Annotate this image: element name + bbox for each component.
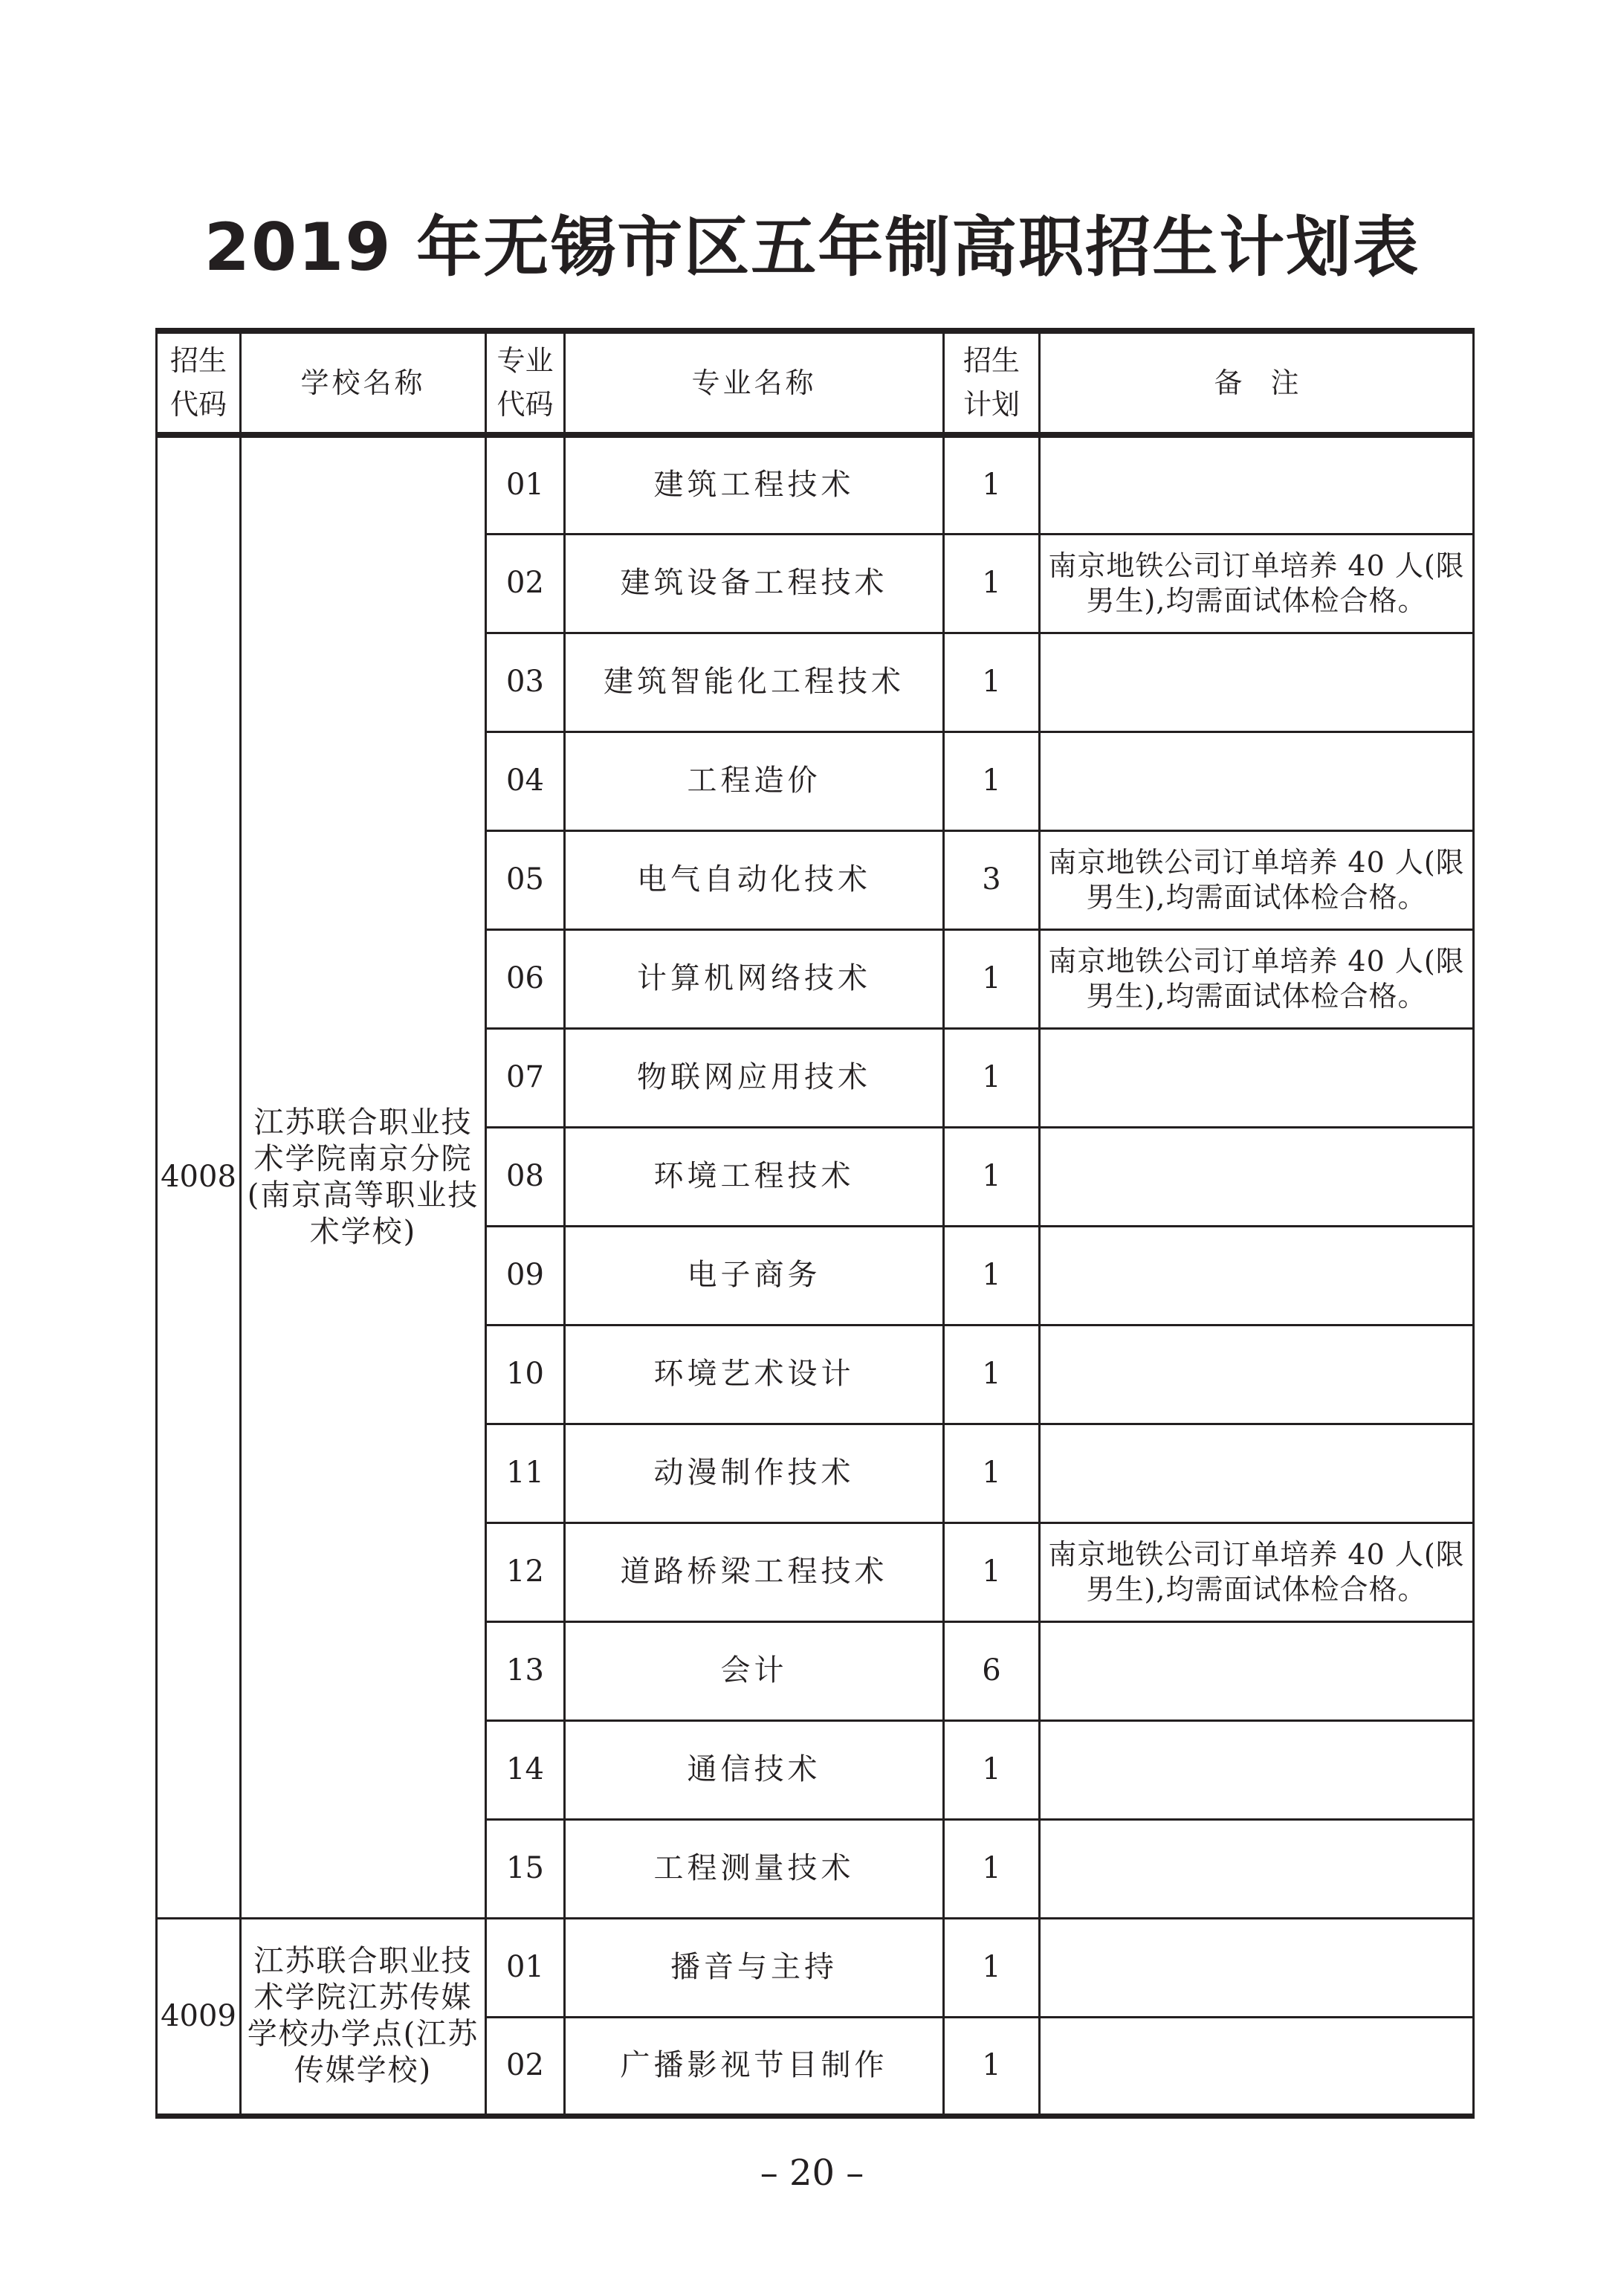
major-code-cell: 13	[486, 1621, 565, 1720]
table-row	[157, 435, 1474, 534]
table-body	[157, 435, 1474, 2116]
remark-cell	[1040, 435, 1474, 534]
enroll-plan-cell: 1	[944, 1028, 1040, 1127]
remark-cell	[1040, 1127, 1474, 1226]
school-name-cell: 江苏联合职业技术学院南京分院(南京高等职业技术学校)	[241, 435, 486, 1918]
enroll-plan-cell: 1	[944, 435, 1040, 534]
page-title: 2019 年无锡市区五年制高职招生计划表	[204, 209, 1420, 285]
enroll-code-cell: 4009	[157, 1918, 241, 2116]
major-code-cell: 12	[486, 1522, 565, 1621]
table-row	[157, 1918, 1474, 2017]
major-code-cell: 03	[486, 633, 565, 732]
major-name-cell: 建筑智能化工程技术	[565, 633, 944, 732]
enroll-plan-cell: 1	[944, 1918, 1040, 2017]
remark-cell: 南京地铁公司订单培养 40 人(限男生),均需面试体检合格。	[1040, 1522, 1474, 1621]
enroll-plan-cell: 1	[944, 534, 1040, 633]
header-major-code: 专业 代码	[486, 331, 565, 435]
enroll-plan-cell: 1	[944, 1819, 1040, 1918]
major-name-cell: 工程测量技术	[565, 1819, 944, 1918]
major-code-cell: 05	[486, 830, 565, 929]
major-name-cell: 会计	[565, 1621, 944, 1720]
remark-cell	[1040, 732, 1474, 830]
major-code-cell: 10	[486, 1325, 565, 1424]
major-name-cell: 计算机网络技术	[565, 929, 944, 1028]
major-code-cell: 08	[486, 1127, 565, 1226]
major-name-cell: 通信技术	[565, 1720, 944, 1819]
remark-cell	[1040, 1424, 1474, 1522]
major-code-cell: 14	[486, 1720, 565, 1819]
table-header-row	[157, 331, 1474, 435]
enroll-plan-cell: 1	[944, 1424, 1040, 1522]
enroll-plan-cell: 1	[944, 633, 1040, 732]
remark-cell	[1040, 1621, 1474, 1720]
header-major-name: 专业名称	[565, 331, 944, 435]
major-code-cell: 07	[486, 1028, 565, 1127]
major-name-cell: 道路桥梁工程技术	[565, 1522, 944, 1621]
major-name-cell: 环境艺术设计	[565, 1325, 944, 1424]
major-name-cell: 动漫制作技术	[565, 1424, 944, 1522]
remark-cell	[1040, 1325, 1474, 1424]
page-number: – 20 –	[760, 2152, 864, 2194]
remark-cell: 南京地铁公司订单培养 40 人(限男生),均需面试体检合格。	[1040, 830, 1474, 929]
enroll-plan-cell: 1	[944, 1720, 1040, 1819]
major-name-cell: 建筑设备工程技术	[565, 534, 944, 633]
major-code-cell: 15	[486, 1819, 565, 1918]
major-name-cell: 环境工程技术	[565, 1127, 944, 1226]
remark-cell	[1040, 1918, 1474, 2017]
major-name-cell: 播音与主持	[565, 1918, 944, 2017]
remark-cell: 南京地铁公司订单培养 40 人(限男生),均需面试体检合格。	[1040, 534, 1474, 633]
enroll-plan-cell: 1	[944, 1522, 1040, 1621]
major-name-cell: 物联网应用技术	[565, 1028, 944, 1127]
major-code-cell: 06	[486, 929, 565, 1028]
header-remark: 备 注	[1040, 331, 1474, 435]
enroll-plan-cell: 1	[944, 732, 1040, 830]
major-code-cell: 09	[486, 1226, 565, 1325]
enroll-plan-cell: 1	[944, 1325, 1040, 1424]
remark-cell	[1040, 1720, 1474, 1819]
header-school-name: 学校名称	[241, 331, 486, 435]
major-code-cell: 04	[486, 732, 565, 830]
remark-cell	[1040, 1028, 1474, 1127]
major-code-cell: 02	[486, 534, 565, 633]
major-code-cell: 11	[486, 1424, 565, 1522]
major-name-cell: 工程造价	[565, 732, 944, 830]
school-name-cell: 江苏联合职业技术学院江苏传媒学校办学点(江苏传媒学校)	[241, 1918, 486, 2116]
remark-cell	[1040, 1226, 1474, 1325]
enroll-code-cell: 4008	[157, 435, 241, 1918]
remark-cell	[1040, 2017, 1474, 2116]
major-name-cell: 广播影视节目制作	[565, 2017, 944, 2116]
enrollment-plan-table	[155, 328, 1475, 2119]
major-code-cell: 01	[486, 1918, 565, 2017]
enroll-plan-cell: 1	[944, 1127, 1040, 1226]
enroll-plan-cell: 6	[944, 1621, 1040, 1720]
remark-cell: 南京地铁公司订单培养 40 人(限男生),均需面试体检合格。	[1040, 929, 1474, 1028]
major-name-cell: 电气自动化技术	[565, 830, 944, 929]
major-name-cell: 电子商务	[565, 1226, 944, 1325]
major-code-cell: 01	[486, 435, 565, 534]
remark-cell	[1040, 633, 1474, 732]
header-enroll-code: 招生 代码	[157, 331, 241, 435]
major-name-cell: 建筑工程技术	[565, 435, 944, 534]
major-code-cell: 02	[486, 2017, 565, 2116]
remark-cell	[1040, 1819, 1474, 1918]
enroll-plan-cell: 1	[944, 929, 1040, 1028]
enroll-plan-cell: 1	[944, 1226, 1040, 1325]
enroll-plan-cell: 3	[944, 830, 1040, 929]
header-enroll-plan: 招生 计划	[944, 331, 1040, 435]
enroll-plan-cell: 1	[944, 2017, 1040, 2116]
